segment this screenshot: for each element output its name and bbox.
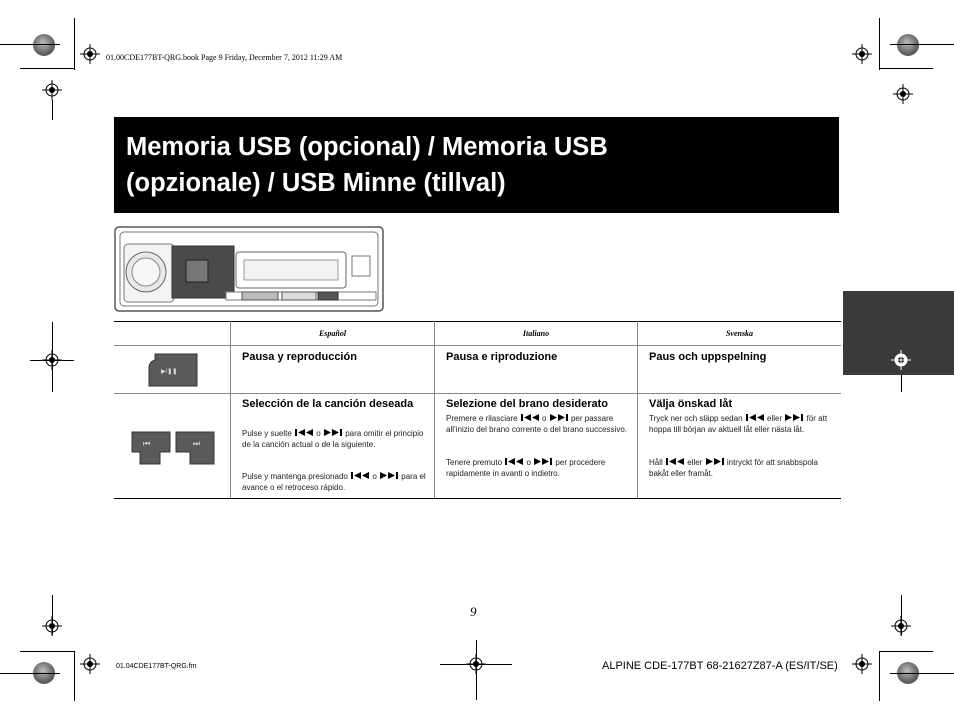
registration-mark-icon — [42, 616, 62, 636]
play-pause-icon: ▶/❚❚ — [161, 369, 178, 375]
registration-mark-icon — [42, 80, 62, 100]
next-track-icon — [533, 457, 553, 466]
prev-track-icon — [745, 413, 765, 422]
file-info-line: 01.00CDE177BT-QRG.book Page 9 Friday, December 7, 2012 11:29 AM — [106, 53, 343, 62]
sv-track-select-text2: Håll eller intryckt för att snabbspola bakåt eller framåt. — [649, 458, 818, 478]
registration-mark-icon — [80, 654, 100, 674]
it-track-select-text2: Tenere premuto o per procedere rapidamente in avanti o indietro. — [446, 458, 606, 478]
prev-track-icon — [350, 471, 370, 480]
section-title-line1: Memoria USB (opcional) / Memoria USB — [126, 133, 608, 161]
next-track-icon — [784, 413, 804, 422]
it-track-select-title: Selezione del brano desiderato — [446, 398, 608, 410]
prev-track-icon — [520, 413, 540, 422]
prev-track-icon — [504, 457, 524, 466]
it-pause-play-title: Pausa e riproduzione — [446, 351, 558, 363]
registration-mark-icon — [852, 44, 872, 64]
it-track-select-text1: Premere e rilasciare o per passare all’inizio del brano corrente o del brano successivo. — [446, 414, 627, 434]
next-track-icon — [705, 457, 725, 466]
es-track-select-text2: Pulse y mantenga presionado o para el avance o el retroceso rápido. — [242, 472, 426, 492]
sv-track-select-title: Välja önskad låt — [649, 398, 733, 410]
registration-mark-icon — [893, 84, 913, 104]
next-track-icon: ⏭ — [193, 439, 201, 448]
play-pause-button-image — [147, 352, 199, 393]
section-title-line2: (opzionale) / USB Minne (tillval) — [126, 169, 506, 197]
footer-file-name: 01.04CDE177BT-QRG.fm — [116, 663, 197, 670]
registration-mark-icon — [80, 44, 100, 64]
next-track-icon — [549, 413, 569, 422]
gray-ball-mark — [897, 34, 919, 56]
section-title — [126, 129, 816, 201]
next-track-icon — [323, 428, 343, 437]
prev-track-icon — [294, 428, 314, 437]
page-number: 9 — [470, 604, 477, 619]
registration-mark-icon — [891, 350, 911, 370]
es-track-select-title: Selección de la canción deseada — [242, 398, 414, 410]
sv-pause-play-title: Paus och uppspelning — [649, 351, 767, 363]
column-header-italian: Italiano — [522, 329, 550, 338]
gray-ball-mark — [33, 34, 55, 56]
prev-track-icon — [665, 457, 685, 466]
section-title-bar — [114, 117, 839, 213]
registration-mark-icon — [852, 654, 872, 674]
head-unit-illustration — [114, 226, 384, 317]
column-header-spanish: Español — [318, 329, 347, 338]
prev-track-icon: ⏮ — [143, 439, 151, 448]
es-track-select-text1: Pulse y suelte o para omitir el principio de la canción actual o de la siguiente. — [242, 429, 424, 449]
track-buttons-image — [130, 430, 216, 471]
next-track-icon — [379, 471, 399, 480]
footer-model-code: ALPINE CDE-177BT 68-21627Z87-A (ES/IT/SE) — [602, 660, 838, 672]
sv-track-select-text1: Tryck ner och släpp sedan eller för att hoppa till början av aktuell låt eller nästa låt. — [649, 414, 828, 434]
es-pause-play-title: Pausa y reproducción — [242, 351, 357, 363]
registration-mark-icon — [891, 616, 911, 636]
column-header-swedish: Svenska — [725, 329, 754, 338]
